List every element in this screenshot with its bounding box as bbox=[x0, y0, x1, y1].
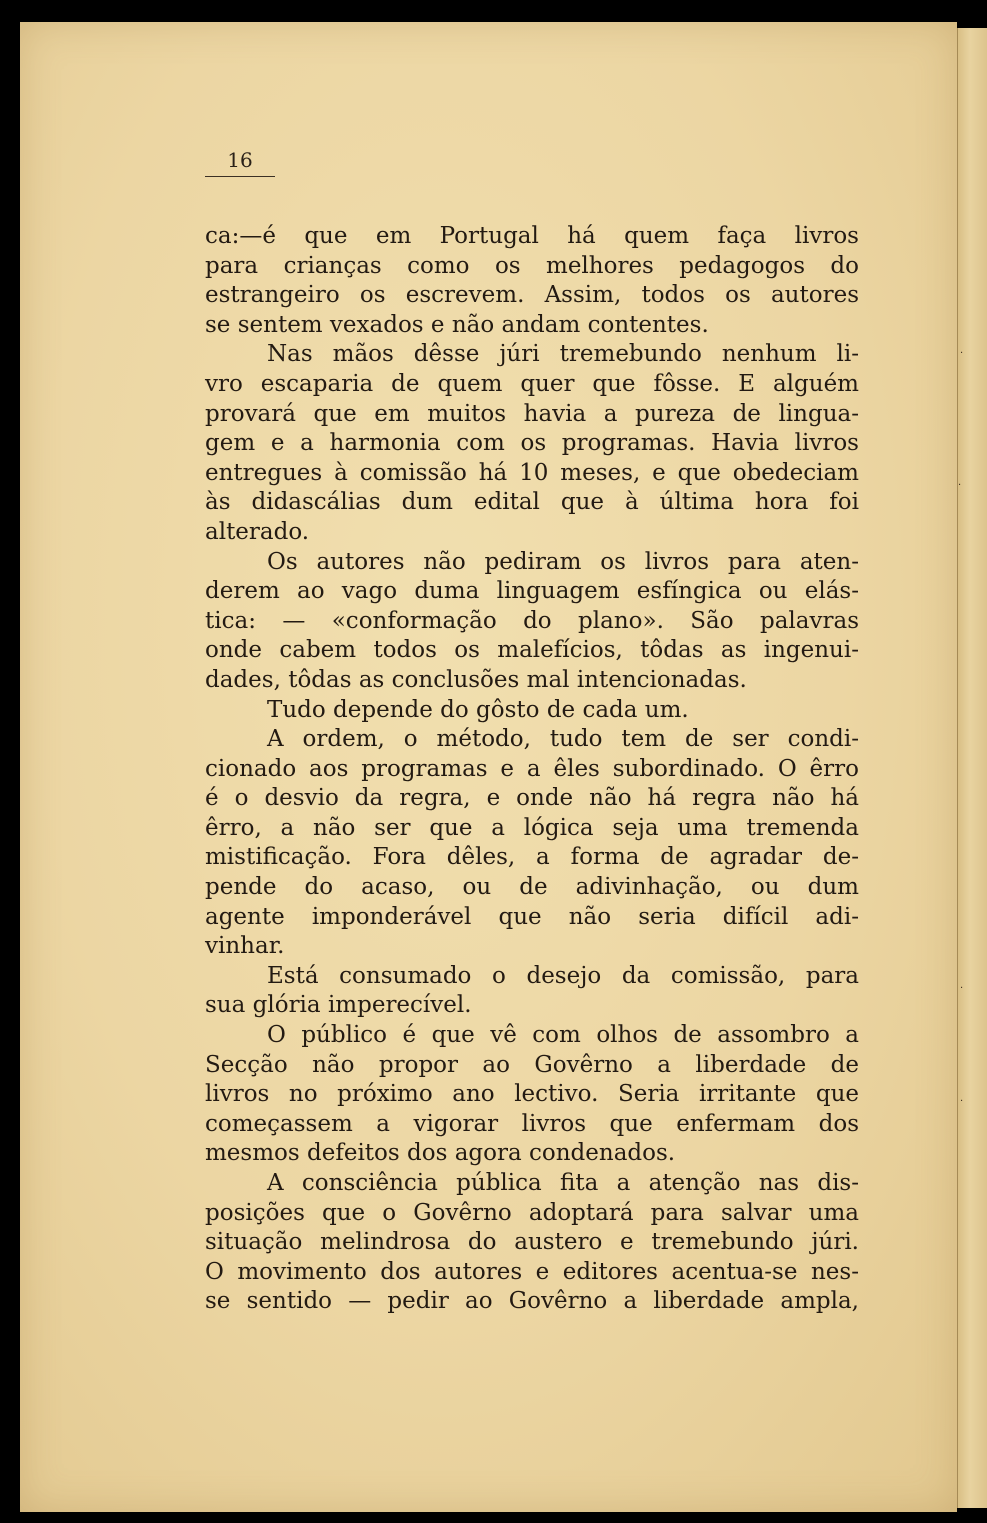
text-line: Nas mãos dêsse júri tremebundo nenhum li- bbox=[267, 341, 859, 368]
bleed-through-mark: · bbox=[960, 348, 964, 359]
text-line: agente imponderável que não seria difícil adi- bbox=[205, 903, 859, 930]
text-line: A consciência pública fita a atenção nas dis- bbox=[267, 1170, 859, 1196]
bleed-through-mark: · bbox=[960, 983, 964, 994]
text-line: Os autores não pediram os livros para aten- bbox=[267, 548, 859, 575]
text-line: mistificação. Fora dêles, a forma de agradar de- bbox=[205, 844, 859, 871]
text-line: se sentem vexados e não andam contentes. bbox=[205, 311, 709, 338]
text-line: se sentido — pedir ao Govêrno a liberdade ampla, bbox=[205, 1288, 859, 1315]
text-line: Está consumado o desejo da comissão, para bbox=[267, 962, 859, 989]
text-line: dades, tôdas as conclusões mal intencionadas. bbox=[205, 666, 747, 693]
text-line: mesmos defeitos dos agora condenados. bbox=[205, 1140, 676, 1167]
text-line: livros no próximo ano lectivo. Seria irritante que bbox=[205, 1081, 859, 1108]
text-line: vinhar. bbox=[205, 933, 285, 960]
text-line: onde cabem todos os malefícios, tôdas as ingenui- bbox=[205, 637, 859, 664]
text-line: O público é que vê com olhos de assombro a bbox=[267, 1022, 859, 1049]
text-line: derem ao vago duma linguagem esfíngica ou elás- bbox=[205, 578, 859, 605]
text-line: A ordem, o método, tudo tem de ser condi- bbox=[267, 726, 859, 753]
text-line: posições que o Govêrno adoptará para salvar uma bbox=[205, 1199, 859, 1226]
text-line: tica: — «conformação do plano». São palavras bbox=[205, 607, 859, 634]
text-line: situação melindrosa do austero e tremebundo júri. bbox=[205, 1229, 859, 1256]
text-line: sua glória imperecível. bbox=[205, 992, 472, 1019]
body-text bbox=[205, 222, 859, 1317]
text-line: Tudo depende do gôsto de cada um. bbox=[267, 696, 689, 723]
text-line: às didascálias dum edital que à última hora foi bbox=[205, 489, 859, 516]
text-line: Secção não propor ao Govêrno a liberdade de bbox=[205, 1051, 859, 1078]
text-line: êrro, a não ser que a lógica seja uma tremenda bbox=[205, 814, 859, 841]
bleed-through-mark: · bbox=[960, 1096, 964, 1107]
text-line: pende do acaso, ou de adivinhação, ou dum bbox=[205, 874, 859, 901]
text-line: estrangeiro os escrevem. Assim, todos os autores bbox=[205, 282, 859, 309]
adjacent-page-edge bbox=[957, 28, 987, 1508]
bleed-through-mark: · bbox=[958, 480, 962, 491]
text-line: O movimento dos autores e editores acentua-se nes- bbox=[205, 1258, 859, 1285]
text-line: alterado. bbox=[205, 518, 310, 545]
text-line: entregues à comissão há 10 meses, e que obedeciam bbox=[205, 459, 859, 486]
text-line: ca:—é que em Portugal há quem faça livros bbox=[205, 223, 859, 249]
text-line: gem e a harmonia com os programas. Havia livros bbox=[205, 430, 859, 457]
text-line: é o desvio da regra, e onde não há regra não há bbox=[205, 785, 859, 812]
text-line: provará que em muitos havia a pureza de lingua- bbox=[205, 400, 859, 427]
text-line: cionado aos programas e a êles subordinado. O êrro bbox=[205, 755, 859, 782]
text-line: vro escaparia de quem quer que fôsse. E alguém bbox=[205, 370, 859, 397]
text-line: para crianças como os melhores pedagogos do bbox=[205, 252, 859, 279]
text-line: começassem a vigorar livros que enfermam dos bbox=[205, 1110, 859, 1137]
page-number: 16 bbox=[205, 148, 275, 177]
